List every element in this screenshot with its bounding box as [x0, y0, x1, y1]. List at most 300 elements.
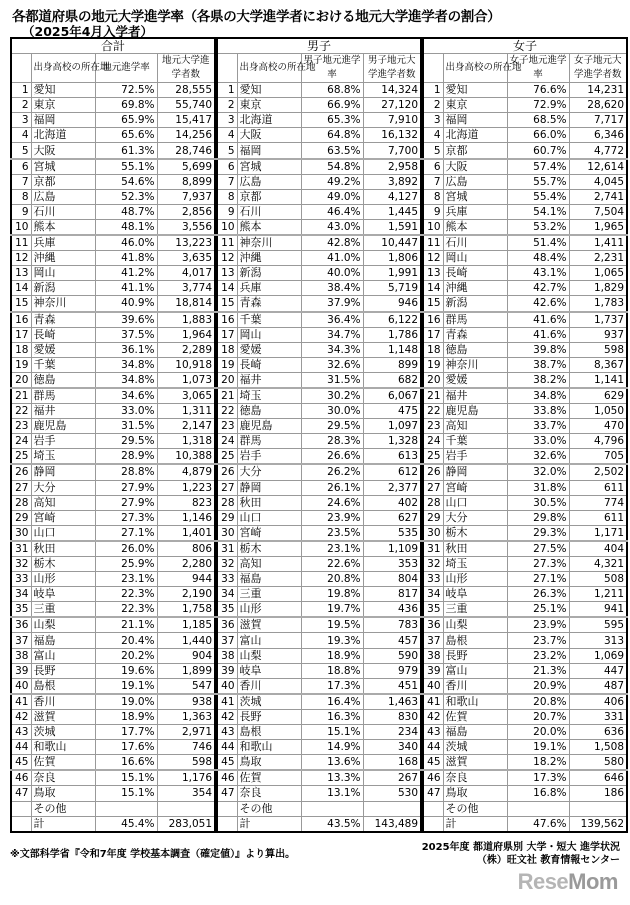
- count-cell: 10,447: [363, 235, 421, 251]
- table-row: [11, 404, 215, 419]
- rank-cell: 35: [11, 602, 31, 618]
- rank-cell: 44: [11, 740, 31, 755]
- count-cell: 2,741: [569, 189, 627, 204]
- table-row: [423, 648, 627, 663]
- count-cell: 636: [569, 725, 627, 740]
- rate-cell: 54.6%: [95, 174, 157, 189]
- count-cell: 2,958: [363, 159, 421, 175]
- rank-header: [11, 54, 31, 83]
- rank-cell: 42: [217, 709, 237, 724]
- table-male: [216, 37, 422, 833]
- prefecture-cell: 大分: [31, 480, 95, 495]
- prefecture-cell: 福井: [237, 372, 301, 388]
- prefecture-cell: 新潟: [237, 266, 301, 281]
- prefecture-cell: その他: [237, 801, 301, 816]
- rate-cell: 65.9%: [95, 113, 157, 128]
- count-cell: 3,892: [363, 174, 421, 189]
- prefecture-cell: 徳島: [443, 342, 507, 357]
- table-row: [423, 495, 627, 510]
- rank-cell: 41: [217, 694, 237, 710]
- rank-cell: 42: [423, 709, 443, 724]
- rank-cell: 24: [423, 434, 443, 449]
- table-row: [11, 312, 215, 328]
- rate-cell: 33.7%: [507, 419, 569, 434]
- prefecture-cell: 熊本: [31, 219, 95, 235]
- rate-cell: 66.0%: [507, 128, 569, 143]
- other-row: [11, 801, 215, 816]
- count-cell: 1,311: [157, 404, 215, 419]
- table-row: [423, 617, 627, 633]
- rank-cell: 27: [423, 480, 443, 495]
- count-cell: 1,141: [569, 372, 627, 388]
- total-row: [423, 816, 627, 832]
- rate-cell: 41.6%: [507, 327, 569, 342]
- table-row: [11, 98, 215, 113]
- rank-cell: 9: [217, 204, 237, 219]
- table-row: [11, 694, 215, 710]
- prefecture-cell: 福島: [237, 572, 301, 587]
- rank-cell: 41: [423, 694, 443, 710]
- count-cell: 15,417: [157, 113, 215, 128]
- table-row: [11, 342, 215, 357]
- rate-cell: 18.9%: [301, 648, 363, 663]
- rank-cell: 3: [423, 113, 443, 128]
- table-row: [423, 174, 627, 189]
- rank-cell: 32: [423, 557, 443, 572]
- table-row: [217, 694, 421, 710]
- table-row: [11, 174, 215, 189]
- count-cell: 938: [157, 694, 215, 710]
- rate-cell: 13.1%: [301, 786, 363, 801]
- prefecture-cell: 兵庫: [31, 235, 95, 251]
- rate-cell: 33.0%: [507, 434, 569, 449]
- rank-cell: 30: [217, 525, 237, 541]
- prefecture-cell: 計: [443, 816, 507, 832]
- rank-cell: 40: [11, 678, 31, 694]
- prefecture-cell: 栃木: [443, 525, 507, 541]
- rate-cell: 16.8%: [507, 786, 569, 801]
- rate-cell: 37.5%: [95, 327, 157, 342]
- total-row: [11, 816, 215, 832]
- count-cell: 1,176: [157, 770, 215, 786]
- count-cell: 627: [363, 510, 421, 525]
- count-cell: 1,508: [569, 740, 627, 755]
- rate-cell: 29.3%: [507, 525, 569, 541]
- count-cell: 470: [569, 419, 627, 434]
- table-row: [423, 372, 627, 388]
- prefecture-cell: 東京: [443, 98, 507, 113]
- rank-cell: 47: [423, 786, 443, 801]
- table-row: [11, 235, 215, 251]
- table-row: [11, 786, 215, 801]
- count-cell: 14,231: [569, 83, 627, 98]
- table-row: [423, 572, 627, 587]
- table-row: [423, 480, 627, 495]
- group-header: 男子: [217, 38, 421, 54]
- table-row: [217, 159, 421, 175]
- prefecture-cell: 山梨: [443, 617, 507, 633]
- count-cell: 1,737: [569, 312, 627, 328]
- count-cell: 937: [569, 327, 627, 342]
- prefecture-cell: 山口: [31, 525, 95, 541]
- rank-cell: 20: [11, 372, 31, 388]
- table-row: [423, 266, 627, 281]
- rank-cell: 2: [423, 98, 443, 113]
- rank-cell: 27: [217, 480, 237, 495]
- rank-cell: 41: [11, 694, 31, 710]
- rank-cell: 18: [423, 342, 443, 357]
- prefecture-cell: 香川: [31, 694, 95, 710]
- prefecture-cell: 大阪: [237, 128, 301, 143]
- rank-cell: 24: [217, 434, 237, 449]
- prefecture-cell: 静岡: [237, 480, 301, 495]
- table-row: [423, 633, 627, 648]
- prefecture-cell: 山形: [443, 572, 507, 587]
- rate-cell: 48.7%: [95, 204, 157, 219]
- group-header: 女子: [423, 38, 627, 54]
- table-row: [217, 572, 421, 587]
- table-row: [423, 525, 627, 541]
- rate-cell: 18.9%: [95, 709, 157, 724]
- count-cell: 143,489: [363, 816, 421, 832]
- table-row: [217, 251, 421, 266]
- table-row: [217, 755, 421, 771]
- table-row: [11, 219, 215, 235]
- count-cell: 1,829: [569, 281, 627, 296]
- prefecture-cell: 京都: [237, 189, 301, 204]
- prefecture-cell: 秋田: [31, 541, 95, 557]
- count-cell: 1,318: [157, 434, 215, 449]
- rank-cell: 36: [217, 617, 237, 633]
- rate-cell: 38.2%: [507, 372, 569, 388]
- count-cell: 14,256: [157, 128, 215, 143]
- prefecture-cell: 福岡: [237, 143, 301, 159]
- rate-cell: 57.4%: [507, 159, 569, 175]
- count-cell: 139,562: [569, 816, 627, 832]
- rank-header: [217, 54, 237, 83]
- prefecture-cell: 高知: [443, 419, 507, 434]
- rate-cell: 72.9%: [507, 98, 569, 113]
- prefecture-cell: 岩手: [237, 449, 301, 465]
- table-row: [11, 602, 215, 618]
- rank-cell: 22: [11, 404, 31, 419]
- table-female: [422, 37, 628, 833]
- rate-cell: 21.3%: [507, 663, 569, 678]
- rate-cell: 72.5%: [95, 83, 157, 98]
- rate-cell: 34.3%: [301, 342, 363, 357]
- rank-cell: 21: [11, 388, 31, 404]
- rate-cell: 51.4%: [507, 235, 569, 251]
- prefecture-cell: 島根: [443, 633, 507, 648]
- rank-cell: 31: [11, 541, 31, 557]
- rate-cell: 66.9%: [301, 98, 363, 113]
- count-cell: 28,746: [157, 143, 215, 159]
- table-row: [11, 557, 215, 572]
- count-cell: 611: [569, 510, 627, 525]
- table-row: [423, 251, 627, 266]
- rate-cell: 26.6%: [301, 449, 363, 465]
- rank-cell: 23: [217, 419, 237, 434]
- table-row: [217, 419, 421, 434]
- table-row: [423, 587, 627, 602]
- prefecture-cell: 長崎: [237, 357, 301, 372]
- prefecture-cell: 三重: [443, 602, 507, 618]
- rate-cell: 16.6%: [95, 755, 157, 771]
- rate-cell: 15.1%: [301, 725, 363, 740]
- table-row: [217, 342, 421, 357]
- prefecture-cell: 山梨: [31, 617, 95, 633]
- rate-cell: 32.6%: [301, 357, 363, 372]
- table-row: [11, 357, 215, 372]
- rate-cell: 34.8%: [95, 357, 157, 372]
- table-row: [217, 204, 421, 219]
- count-cell: 4,879: [157, 464, 215, 480]
- table-row: [423, 83, 627, 98]
- prefecture-cell: 神奈川: [31, 296, 95, 312]
- count-cell: 946: [363, 296, 421, 312]
- rank-cell: 31: [217, 541, 237, 557]
- count-cell: 402: [363, 495, 421, 510]
- count-cell: 1,445: [363, 204, 421, 219]
- rate-cell: 18.8%: [301, 663, 363, 678]
- count-cell: 613: [363, 449, 421, 465]
- count-cell: [569, 801, 627, 816]
- rate-cell: 34.7%: [301, 327, 363, 342]
- rank-cell: 43: [11, 725, 31, 740]
- rate-cell: 27.9%: [95, 495, 157, 510]
- count-cell: 487: [569, 678, 627, 694]
- table-row: [423, 235, 627, 251]
- count-cell: 1,883: [157, 312, 215, 328]
- rank-cell: 31: [423, 541, 443, 557]
- table-row: [423, 219, 627, 235]
- rate-cell: 55.4%: [507, 189, 569, 204]
- count-cell: 475: [363, 404, 421, 419]
- count-cell: 746: [157, 740, 215, 755]
- count-cell: 10,918: [157, 357, 215, 372]
- rank-cell: 24: [11, 434, 31, 449]
- prefecture-cell: 大分: [443, 510, 507, 525]
- rate-cell: 20.0%: [507, 725, 569, 740]
- table-row: [217, 786, 421, 801]
- table-row: [217, 525, 421, 541]
- rate-cell: 29.5%: [301, 419, 363, 434]
- prefecture-cell: 愛知: [237, 83, 301, 98]
- rank-cell: [423, 816, 443, 832]
- count-cell: 1,806: [363, 251, 421, 266]
- prefecture-cell: 埼玉: [31, 449, 95, 465]
- rank-cell: 42: [11, 709, 31, 724]
- rate-cell: 60.7%: [507, 143, 569, 159]
- table-row: [11, 449, 215, 465]
- table-row: [217, 312, 421, 328]
- rank-cell: 26: [423, 464, 443, 480]
- rank-cell: 22: [423, 404, 443, 419]
- table-row: [11, 525, 215, 541]
- rate-cell: 26.0%: [95, 541, 157, 557]
- rate-cell: 40.9%: [95, 296, 157, 312]
- table-row: [11, 113, 215, 128]
- table-row: [217, 541, 421, 557]
- table-row: [423, 113, 627, 128]
- count-cell: 1,899: [157, 663, 215, 678]
- count-cell: [157, 801, 215, 816]
- rate-cell: 24.6%: [301, 495, 363, 510]
- rate-cell: 39.8%: [507, 342, 569, 357]
- prefecture-cell: 北海道: [237, 113, 301, 128]
- prefecture-cell: 岩手: [443, 449, 507, 465]
- rank-cell: 32: [217, 557, 237, 572]
- rank-cell: 35: [423, 602, 443, 618]
- rank-cell: 35: [217, 602, 237, 618]
- prefecture-cell: 計: [237, 816, 301, 832]
- count-cell: 3,774: [157, 281, 215, 296]
- prefecture-cell: 青森: [31, 312, 95, 328]
- prefecture-cell: 秋田: [443, 541, 507, 557]
- count-cell: 705: [569, 449, 627, 465]
- table-row: [11, 83, 215, 98]
- ranking-tables: [10, 37, 628, 833]
- rank-cell: 46: [11, 770, 31, 786]
- count-cell: 2,502: [569, 464, 627, 480]
- rank-cell: 33: [423, 572, 443, 587]
- count-cell: 2,377: [363, 480, 421, 495]
- table-row: [423, 404, 627, 419]
- prefecture-cell: 神奈川: [443, 357, 507, 372]
- rank-cell: 40: [423, 678, 443, 694]
- rate-cell: 52.3%: [95, 189, 157, 204]
- rank-cell: 47: [217, 786, 237, 801]
- count-cell: 817: [363, 587, 421, 602]
- rank-cell: [11, 801, 31, 816]
- count-cell: 804: [363, 572, 421, 587]
- rank-cell: 20: [217, 372, 237, 388]
- rate-cell: 68.8%: [301, 83, 363, 98]
- rank-cell: 47: [11, 786, 31, 801]
- table-row: [217, 189, 421, 204]
- prefecture-cell: 熊本: [443, 219, 507, 235]
- rate-cell: 20.4%: [95, 633, 157, 648]
- count-cell: 283,051: [157, 816, 215, 832]
- table-row: [217, 464, 421, 480]
- rank-cell: 1: [217, 83, 237, 98]
- rank-cell: 3: [217, 113, 237, 128]
- rank-cell: 19: [11, 357, 31, 372]
- count-header: 地元大学進学者数: [157, 54, 215, 83]
- count-cell: 6,067: [363, 388, 421, 404]
- rank-cell: 28: [423, 495, 443, 510]
- rank-cell: 11: [217, 235, 237, 251]
- rank-cell: 34: [423, 587, 443, 602]
- table-row: [11, 480, 215, 495]
- rank-cell: 15: [217, 296, 237, 312]
- table-row: [423, 128, 627, 143]
- rate-cell: 28.9%: [95, 449, 157, 465]
- count-cell: 1,965: [569, 219, 627, 235]
- prefecture-cell: その他: [31, 801, 95, 816]
- count-cell: 1,050: [569, 404, 627, 419]
- count-cell: 682: [363, 372, 421, 388]
- rate-cell: 25.9%: [95, 557, 157, 572]
- rank-cell: 9: [423, 204, 443, 219]
- rank-cell: 7: [423, 174, 443, 189]
- rank-cell: 30: [11, 525, 31, 541]
- rate-cell: 20.8%: [301, 572, 363, 587]
- rate-cell: 23.9%: [507, 617, 569, 633]
- table-row: [217, 617, 421, 633]
- prefecture-cell: 和歌山: [443, 694, 507, 710]
- rank-cell: 38: [217, 648, 237, 663]
- rate-cell: 26.2%: [301, 464, 363, 480]
- count-cell: 598: [569, 342, 627, 357]
- count-cell: 6,122: [363, 312, 421, 328]
- rank-cell: 6: [11, 159, 31, 175]
- rank-cell: 16: [11, 312, 31, 328]
- rank-cell: 1: [423, 83, 443, 98]
- count-cell: 313: [569, 633, 627, 648]
- rank-cell: 11: [11, 235, 31, 251]
- rate-cell: 48.4%: [507, 251, 569, 266]
- rate-cell: 23.1%: [301, 541, 363, 557]
- prefecture-cell: 埼玉: [237, 388, 301, 404]
- rank-cell: 5: [217, 143, 237, 159]
- prefecture-cell: 岩手: [31, 434, 95, 449]
- prefecture-cell: 兵庫: [443, 204, 507, 219]
- source-title: 2025年度 都道府県別 大学・短大 進学状況: [421, 842, 620, 853]
- prefecture-cell: 徳島: [237, 404, 301, 419]
- prefecture-cell: 宮城: [237, 159, 301, 175]
- rank-cell: 14: [11, 281, 31, 296]
- table-row: [11, 617, 215, 633]
- rate-cell: 17.3%: [301, 678, 363, 694]
- prefecture-cell: 群馬: [237, 434, 301, 449]
- rank-cell: 18: [11, 342, 31, 357]
- rate-cell: 61.3%: [95, 143, 157, 159]
- prefecture-cell: 千葉: [31, 357, 95, 372]
- count-cell: 3,065: [157, 388, 215, 404]
- rank-cell: [11, 816, 31, 832]
- count-cell: 1,065: [569, 266, 627, 281]
- rank-cell: 11: [423, 235, 443, 251]
- table-row: [423, 786, 627, 801]
- rank-cell: 45: [11, 755, 31, 771]
- count-cell: 2,289: [157, 342, 215, 357]
- count-cell: 629: [569, 388, 627, 404]
- table-row: [11, 633, 215, 648]
- rate-cell: 23.7%: [507, 633, 569, 648]
- prefecture-cell: 長崎: [443, 266, 507, 281]
- table-row: [217, 143, 421, 159]
- table-row: [423, 541, 627, 557]
- count-cell: 331: [569, 709, 627, 724]
- prefecture-cell: 福岡: [443, 113, 507, 128]
- page-subtitle: （2025年4月入学者）: [22, 24, 153, 39]
- table-row: [11, 572, 215, 587]
- count-cell: 1,758: [157, 602, 215, 618]
- rate-cell: 45.4%: [95, 816, 157, 832]
- rate-cell: 29.8%: [507, 510, 569, 525]
- rate-cell: 41.2%: [95, 266, 157, 281]
- table-row: [217, 327, 421, 342]
- table-row: [423, 357, 627, 372]
- rank-cell: 6: [423, 159, 443, 175]
- rank-cell: 28: [217, 495, 237, 510]
- source-note: ※文部科学省『令和7年度 学校基本調査（確定値）』より算出。: [10, 849, 296, 860]
- rate-cell: 65.3%: [301, 113, 363, 128]
- count-cell: 612: [363, 464, 421, 480]
- rate-cell: 41.0%: [301, 251, 363, 266]
- table-row: [217, 281, 421, 296]
